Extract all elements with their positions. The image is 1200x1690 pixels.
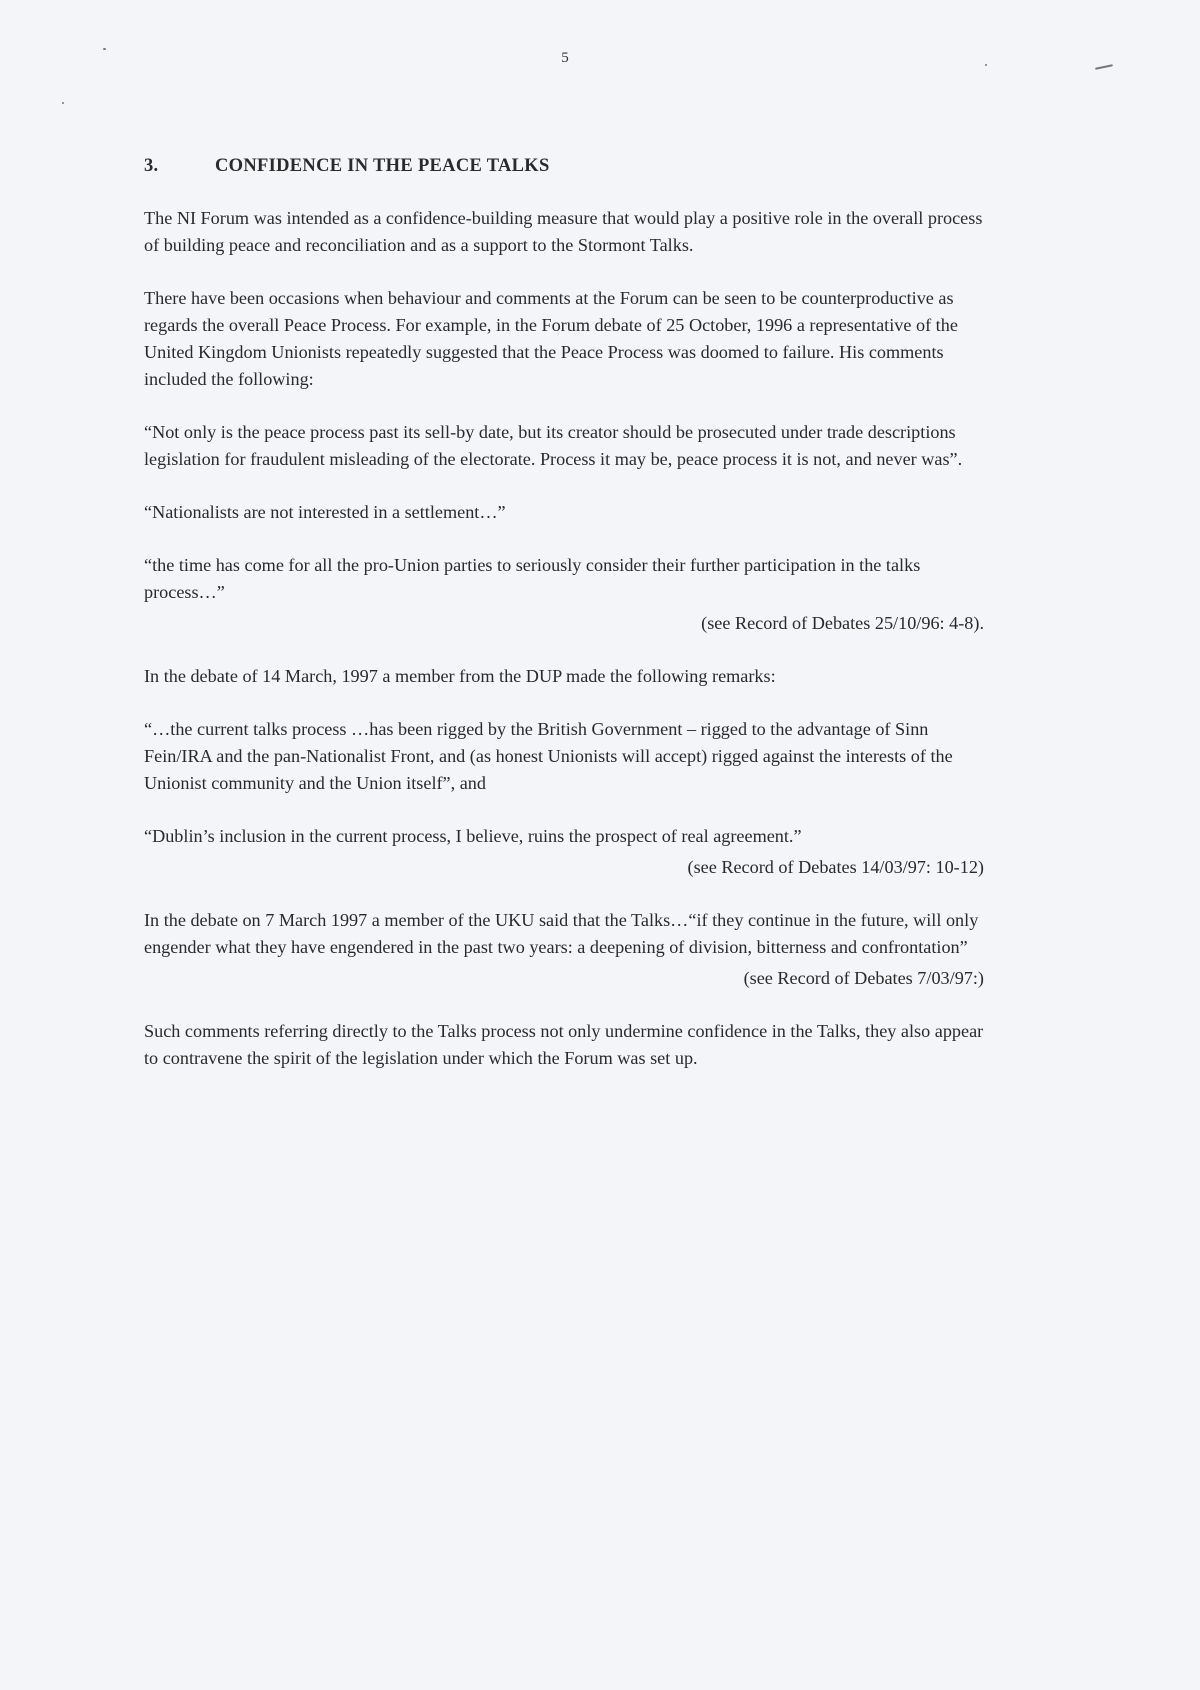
- citation-14-03-97: (see Record of Debates 14/03/97: 10-12): [687, 857, 984, 877]
- quote-pro-union-parties: “the time has come for all the pro-Union parties to seriously consider their further participation in the talks process…”: [144, 555, 921, 602]
- quote-nationalists: “Nationalists are not interested in a settlement…”: [144, 502, 506, 522]
- page-number: 5: [561, 50, 569, 66]
- quote-talks-rigged: “…the current talks process …has been rigged by the British Government – rigged to the advantage of Sinn Fein/IRA and the pan-Nationalist Front, and (as honest Unionists will accept) rigged against the interests of the Unionist community and the Union itself”, and: [144, 719, 953, 793]
- section-title: CONFIDENCE IN THE PEACE TALKS: [215, 156, 550, 176]
- quote-sell-by-date: “Not only is the peace process past its sell-by date, but its creator should be prosecuted under trade descriptions legislation for fraudulent misleading of the electorate. Process it may be, peace process it is not, and never was”.: [144, 422, 963, 469]
- document-body: [144, 153, 984, 1098]
- section-heading: [144, 153, 984, 180]
- paragraph-dup-remarks: In the debate of 14 March, 1997 a member from the DUP made the following remarks:: [144, 666, 776, 686]
- citation-7-03-97: (see Record of Debates 7/03/97:): [743, 968, 984, 988]
- paragraph-counterproductive: There have been occasions when behaviour and comments at the Forum can be seen to be counterproductive as regards the overall Peace Process. For example, in the Forum debate of 25 October, 1996 a representative of the United Kingdom Unionists repeatedly suggested that the Peace Process was doomed to failure. His comments included the following:: [144, 288, 958, 389]
- paragraph-conclusion: Such comments referring directly to the Talks process not only undermine confidence in the Talks, they also appear to contravene the spirit of the legislation under which the Forum was set up.: [144, 1021, 984, 1068]
- paragraph-forum-purpose: The NI Forum was intended as a confidence-building measure that would play a positive role in the overall process of building peace and reconciliation and as a support to the Stormont Talks.: [144, 208, 983, 255]
- quote-dublin-inclusion: “Dublin’s inclusion in the current process, I believe, ruins the prospect of real agreement.”: [144, 826, 802, 846]
- paragraph-uku-remarks: In the debate on 7 March 1997 a member of the UKU said that the Talks…“if they continue in the future, will only engender what they have engendered in the past two years: a deepening of division, bitterness and confrontation”: [144, 910, 979, 957]
- scan-speck: [62, 102, 64, 104]
- section-number: 3.: [144, 156, 159, 176]
- citation-25-10-96: (see Record of Debates 25/10/96: 4-8).: [701, 613, 984, 633]
